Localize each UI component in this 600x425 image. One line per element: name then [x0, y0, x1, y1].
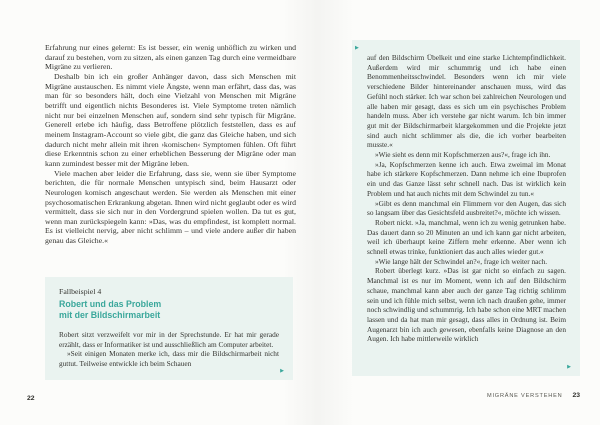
case-study-paragraph: Robert sitzt verzweifelt vor mir in der Sprechstunde. Er hat mir gerade erzählt, dass er Informatiker ist und ausschließlich am Computer arbeitet.: [59, 329, 279, 349]
case-study-title-line1: Robert und das Problem: [59, 299, 162, 309]
case-study-label: Fallbeispiel 4: [59, 287, 102, 296]
case-study-box-continued: [352, 40, 580, 376]
case-study-paragraph: »Wie lange hält der Schwindel an?«, frage ich weiter nach.: [375, 256, 548, 266]
case-study-title-line2: mit der Bildschirmarbeit: [59, 310, 161, 321]
running-head: MIGRÄNE VERSTEHEN: [486, 393, 563, 399]
case-study-title: [59, 299, 279, 322]
continuation-arrow-icon: ▶: [567, 365, 571, 370]
paragraph: Deshalb bin ich ein großer Anhänger davon, dass sich Menschen mit Migräne austauschen. Es nimmt viele Ängste, wenn man erfährt, dass das, was man für so besonders hält, doch eine Vielzahl von Menschen mit Migräne betrifft und eigentlich nichts Besonderes ist. Viele Symptome treten nämlich nicht nur bei einzelnen Menschen auf, sondern sind sehr typisch für Migräne. Generell erlebe ich häufig, dass Betroffene plötzlich feststellen, dass es auf meinem Instagram-Account so viele gibt, die ganz das Gleiche haben, und sich dadurch nicht mehr allein mit ihren ›komischen‹ Symptomen fühlen. Oft führt diese Erkenntnis schon zu einer erheblichen Besserung der Migräne oder man kann zumindest besser mit der Migräne leben.: [45, 71, 296, 168]
case-study-paragraph: Robert nickt. »Ja, manchmal, wenn ich zu wenig getrunken habe. Das dauert dann so 20 Minuten an und ich kann gar nicht arbeiten, weil ich überhaupt keine Ziffern mehr erkenne. Aber wenn ich schnell etwas trinke, funktioniert das auch alles wieder gut.«: [367, 217, 566, 257]
case-study-box: [45, 277, 293, 380]
paragraph: Erfahrung nur eines gelernt: Es ist besser, ein wenig unhöflich zu wirken und darauf zu bestehen, vorn zu sitzen, als einen ganzen Tag durch eine vermeidbare Migräne zu verlieren.: [45, 43, 296, 72]
continuation-arrow-icon: ▶: [280, 369, 284, 374]
paragraph: Viele machen aber leider die Erfahrung, dass sie, wenn sie über Symptome berichten, die für normale Menschen untypisch sind, beim Hausarzt oder Neurologen komisch angeschaut werden. Sie werden als Menschen mit einer psychosomatischen Erkrankung abgetan. Ihnen wird nicht geglaubt oder es wird vermittelt, dass sie sich nur in den Vordergrund spielen wollen. Da tut es gut, wenn man zurückspiegeln kann: »Das, was du empfindest, ist komplett normal. Es ist vielleicht nervig, aber nicht schlimm – und viele andere außer dir haben genau das Gleiche.«: [45, 168, 296, 246]
page-footer: [487, 384, 580, 402]
page-number: 22: [27, 395, 35, 402]
case-study-paragraph: Robert überlegt kurz. »Das ist gar nicht so einfach zu sagen. Manchmal ist es nur im Moment, wenn ich auf den Bildschirm schaue, manchmal kann aber auch der ganze Tag richtig schlimm sein und ich fühle mich selbst, wenn ich nach draußen gehe, immer noch schwindlig und schummrig. Ich habe schon eine MRT machen lassen und da hat man mir gesagt, dass alles in Ordnung ist. Beim Augenarzt bin ich auch gewesen, ebenfalls keine Diagnose an den Augen. Ich habe mittlerweile wirklich: [367, 266, 566, 344]
left-page-text-block: [45, 43, 296, 246]
case-study-paragraph: »Gibt es denn manchmal ein Flimmern vor den Augen, das sich so langsam über das Gesichtsfeld ausbreitet?«, möchte ich wissen.: [367, 198, 566, 218]
case-study-paragraph: »Seit einigen Monaten merke ich, dass mir die Bildschirmarbeit nicht guttut. Teilweise entwickle ich beim Schauen: [59, 349, 279, 368]
case-study-paragraph: »Wie sieht es denn mit Kopfschmerzen aus?«, frage ich ihn.: [375, 150, 551, 160]
case-study-paragraph: »Ja, Kopfschmerzen kenne ich auch. Etwa zweimal im Monat habe ich stärkere Kopfschmerzen. Dann nehme ich eine Ibuprofen ein und das Ganze lässt sehr schnell nach. Das ist wirklich kein Problem und hat auch nichts mit dem Schwindel zu tun.«: [367, 159, 566, 198]
case-study-paragraph: auf den Bildschirm Übelkeit und eine starke Lichtempfindlichkeit. Außerdem wird mir schummrig und ich habe einen Benommenheitsschwindel. Besonders wenn ich mir viele verschiedene Bilder hintereinander anschauen muss, wird das Gefühl noch stärker. Ich war schon bei zahlreichen Neurologen und alle haben mir gesagt, dass es sich um ein psychisches Problem handeln muss. Aber ich verstehe gar nicht warum. Ich bin immer gut mit der Bildschirmarbeit klargekommen und die Projekte jetzt sind auch nicht schlimmer als die, die ich vorher bearbeiten musste.«: [367, 53, 566, 150]
page-number: 23: [572, 392, 580, 399]
continuation-arrow-icon: ▶: [355, 46, 359, 51]
